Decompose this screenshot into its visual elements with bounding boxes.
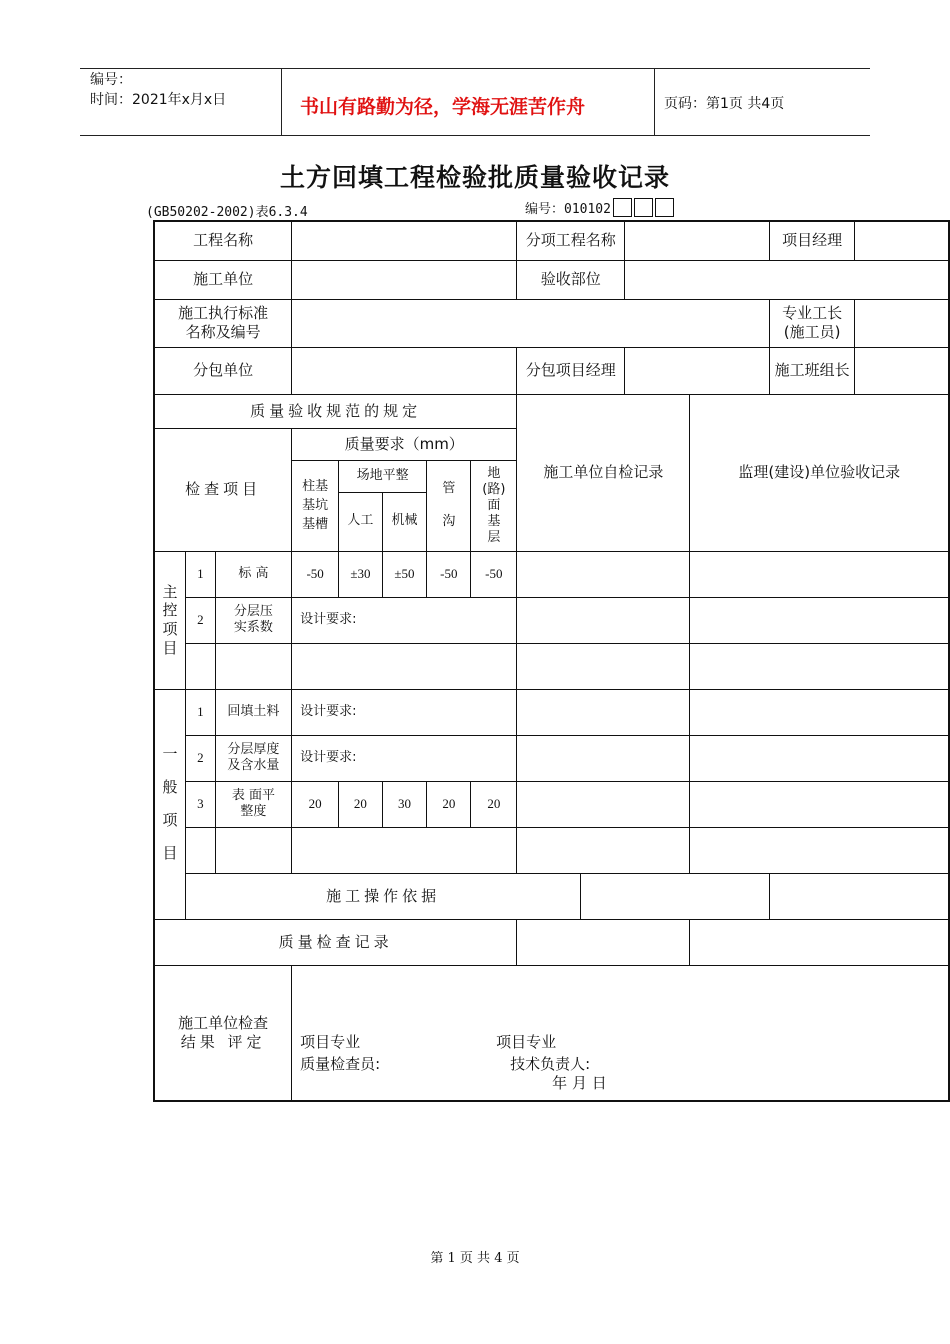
item-name: 分层厚度及含水量 bbox=[215, 735, 292, 781]
form-title: 土方回填工程检验批质量验收记录 bbox=[279, 163, 670, 192]
col-manual-header: 人工 bbox=[339, 492, 383, 551]
standard-label: (GB50202-2002)表6.3.4 bbox=[146, 205, 308, 220]
operation-basis-label: 施工操作依据 bbox=[186, 873, 581, 919]
foreman-label: 专业工长 (施工员) bbox=[770, 299, 855, 347]
serial-box[interactable] bbox=[634, 198, 653, 217]
quality-req-header: 质量要求（mm） bbox=[292, 428, 517, 460]
self-check-grid[interactable] bbox=[517, 781, 690, 827]
quality-record-label: 质量检查记录 bbox=[154, 919, 517, 965]
supervisor-check-cell[interactable] bbox=[690, 597, 949, 643]
evaluation-field[interactable] bbox=[292, 965, 949, 1101]
check-item-header: 检查项目 bbox=[154, 428, 292, 551]
value-cell: ±30 bbox=[339, 551, 383, 597]
supervisor-check-grid[interactable] bbox=[690, 781, 949, 827]
row-no: 1 bbox=[186, 689, 216, 735]
operation-basis-field-2[interactable] bbox=[770, 873, 949, 919]
motto: 书山有路勤为径，学海无涯苦作舟 bbox=[300, 96, 586, 118]
page-footer: 第 1 页 共 4 页 bbox=[430, 1251, 520, 1266]
quality-spec-header: 质量验收规范的规定 bbox=[154, 394, 517, 428]
value-cell: -50 bbox=[427, 551, 471, 597]
time-label: 时间：2021年x月x日 bbox=[90, 92, 227, 108]
col-pile-header: 柱基基坑基槽 bbox=[292, 460, 339, 551]
self-check-cell[interactable] bbox=[517, 689, 690, 735]
doc-number-label: 编号： bbox=[90, 72, 132, 88]
supervisor-check-cell[interactable] bbox=[690, 827, 949, 873]
item-name: 分层压实系数 bbox=[215, 597, 292, 643]
serial-number bbox=[525, 198, 674, 217]
value-cell: -50 bbox=[471, 551, 517, 597]
design-requirement[interactable]: 设计要求: bbox=[292, 597, 517, 643]
self-check-header: 施工单位自检记录 bbox=[517, 394, 690, 551]
value-cell: 20 bbox=[471, 781, 517, 827]
operation-basis-field[interactable] bbox=[581, 873, 770, 919]
value-cell: 30 bbox=[382, 781, 427, 827]
col-machine-header: 机械 bbox=[382, 492, 427, 551]
project-manager-field[interactable] bbox=[855, 221, 949, 260]
supervisor-check-cell[interactable] bbox=[690, 689, 949, 735]
acceptance-form bbox=[153, 220, 950, 1102]
item-name bbox=[215, 827, 292, 873]
project-name-label: 工程名称 bbox=[154, 221, 292, 260]
item-name: 标 高 bbox=[215, 551, 292, 597]
standard-name-field[interactable] bbox=[292, 299, 770, 347]
acceptance-part-label: 验收部位 bbox=[517, 260, 625, 299]
page-info: 页码：第1页 共4页 bbox=[664, 96, 785, 112]
construction-unit-label: 施工单位 bbox=[154, 260, 292, 299]
sub-project-name-label: 分项工程名称 bbox=[517, 221, 625, 260]
sub-project-name-field[interactable] bbox=[625, 221, 770, 260]
serial-box[interactable] bbox=[655, 198, 674, 217]
row-no bbox=[186, 643, 216, 689]
supervisor-check-cell[interactable] bbox=[690, 551, 949, 597]
col-pipe-header: 管 沟 bbox=[427, 460, 471, 551]
sub-pm-label: 分包项目经理 bbox=[517, 347, 625, 394]
row-no bbox=[186, 827, 216, 873]
value-cell: ±50 bbox=[382, 551, 427, 597]
subcontractor-field[interactable] bbox=[292, 347, 517, 394]
design-requirement[interactable] bbox=[292, 827, 517, 873]
tech-lead-signature: 项目专业 技术负责人: bbox=[496, 1032, 591, 1073]
serial-label: 编号：010102 bbox=[525, 202, 611, 217]
project-name-field[interactable] bbox=[292, 221, 517, 260]
self-check-cell[interactable] bbox=[517, 735, 690, 781]
team-leader-label: 施工班组长 bbox=[770, 347, 855, 394]
sub-pm-field[interactable] bbox=[625, 347, 770, 394]
header-bottom-rule bbox=[80, 135, 870, 136]
supervisor-check-cell[interactable] bbox=[690, 643, 949, 689]
sign-date: 年 月 日 bbox=[552, 1073, 607, 1092]
item-name bbox=[215, 643, 292, 689]
design-requirement[interactable] bbox=[292, 643, 517, 689]
construction-unit-field[interactable] bbox=[292, 260, 517, 299]
item-name: 回填土料 bbox=[215, 689, 292, 735]
supervisor-check-cell[interactable] bbox=[690, 735, 949, 781]
row-no: 2 bbox=[186, 735, 216, 781]
foreman-field[interactable] bbox=[855, 299, 949, 347]
header-divider-1 bbox=[281, 68, 282, 136]
col-ground-header: 地(路)面基层 bbox=[471, 460, 517, 551]
serial-box[interactable] bbox=[613, 198, 632, 217]
value-cell: 20 bbox=[427, 781, 471, 827]
self-check-cell[interactable] bbox=[517, 597, 690, 643]
self-check-cell[interactable] bbox=[517, 827, 690, 873]
main-items-label: 主控项目 bbox=[154, 551, 186, 689]
row-no: 1 bbox=[186, 551, 216, 597]
design-requirement[interactable]: 设计要求: bbox=[292, 689, 517, 735]
value-cell: 20 bbox=[339, 781, 383, 827]
col-field-header: 场地平整 bbox=[339, 460, 427, 492]
quality-record-field-2[interactable] bbox=[690, 919, 949, 965]
header-divider-2 bbox=[654, 68, 655, 136]
self-check-cell[interactable] bbox=[517, 551, 690, 597]
value-cell: 20 bbox=[292, 781, 339, 827]
design-requirement[interactable]: 设计要求: bbox=[292, 735, 517, 781]
item-name: 表 面平整度 bbox=[215, 781, 292, 827]
header-top-rule bbox=[80, 68, 870, 69]
row-no: 3 bbox=[186, 781, 216, 827]
inspector-signature: 项目专业 质量检查员: bbox=[300, 1032, 381, 1073]
value-cell: -50 bbox=[292, 551, 339, 597]
acceptance-part-field[interactable] bbox=[625, 260, 949, 299]
subcontractor-label: 分包单位 bbox=[154, 347, 292, 394]
evaluation-label: 施工单位检查 结果 评定 bbox=[154, 965, 292, 1101]
quality-record-field[interactable] bbox=[517, 919, 690, 965]
row-no: 2 bbox=[186, 597, 216, 643]
supervisor-check-header: 监理(建设)单位验收记录 bbox=[690, 394, 949, 551]
self-check-cell[interactable] bbox=[517, 643, 690, 689]
standard-name-label: 施工执行标准 名称及编号 bbox=[154, 299, 292, 347]
general-items-label: 一般项目 bbox=[154, 689, 186, 919]
project-manager-label: 项目经理 bbox=[770, 221, 855, 260]
team-leader-field[interactable] bbox=[855, 347, 949, 394]
